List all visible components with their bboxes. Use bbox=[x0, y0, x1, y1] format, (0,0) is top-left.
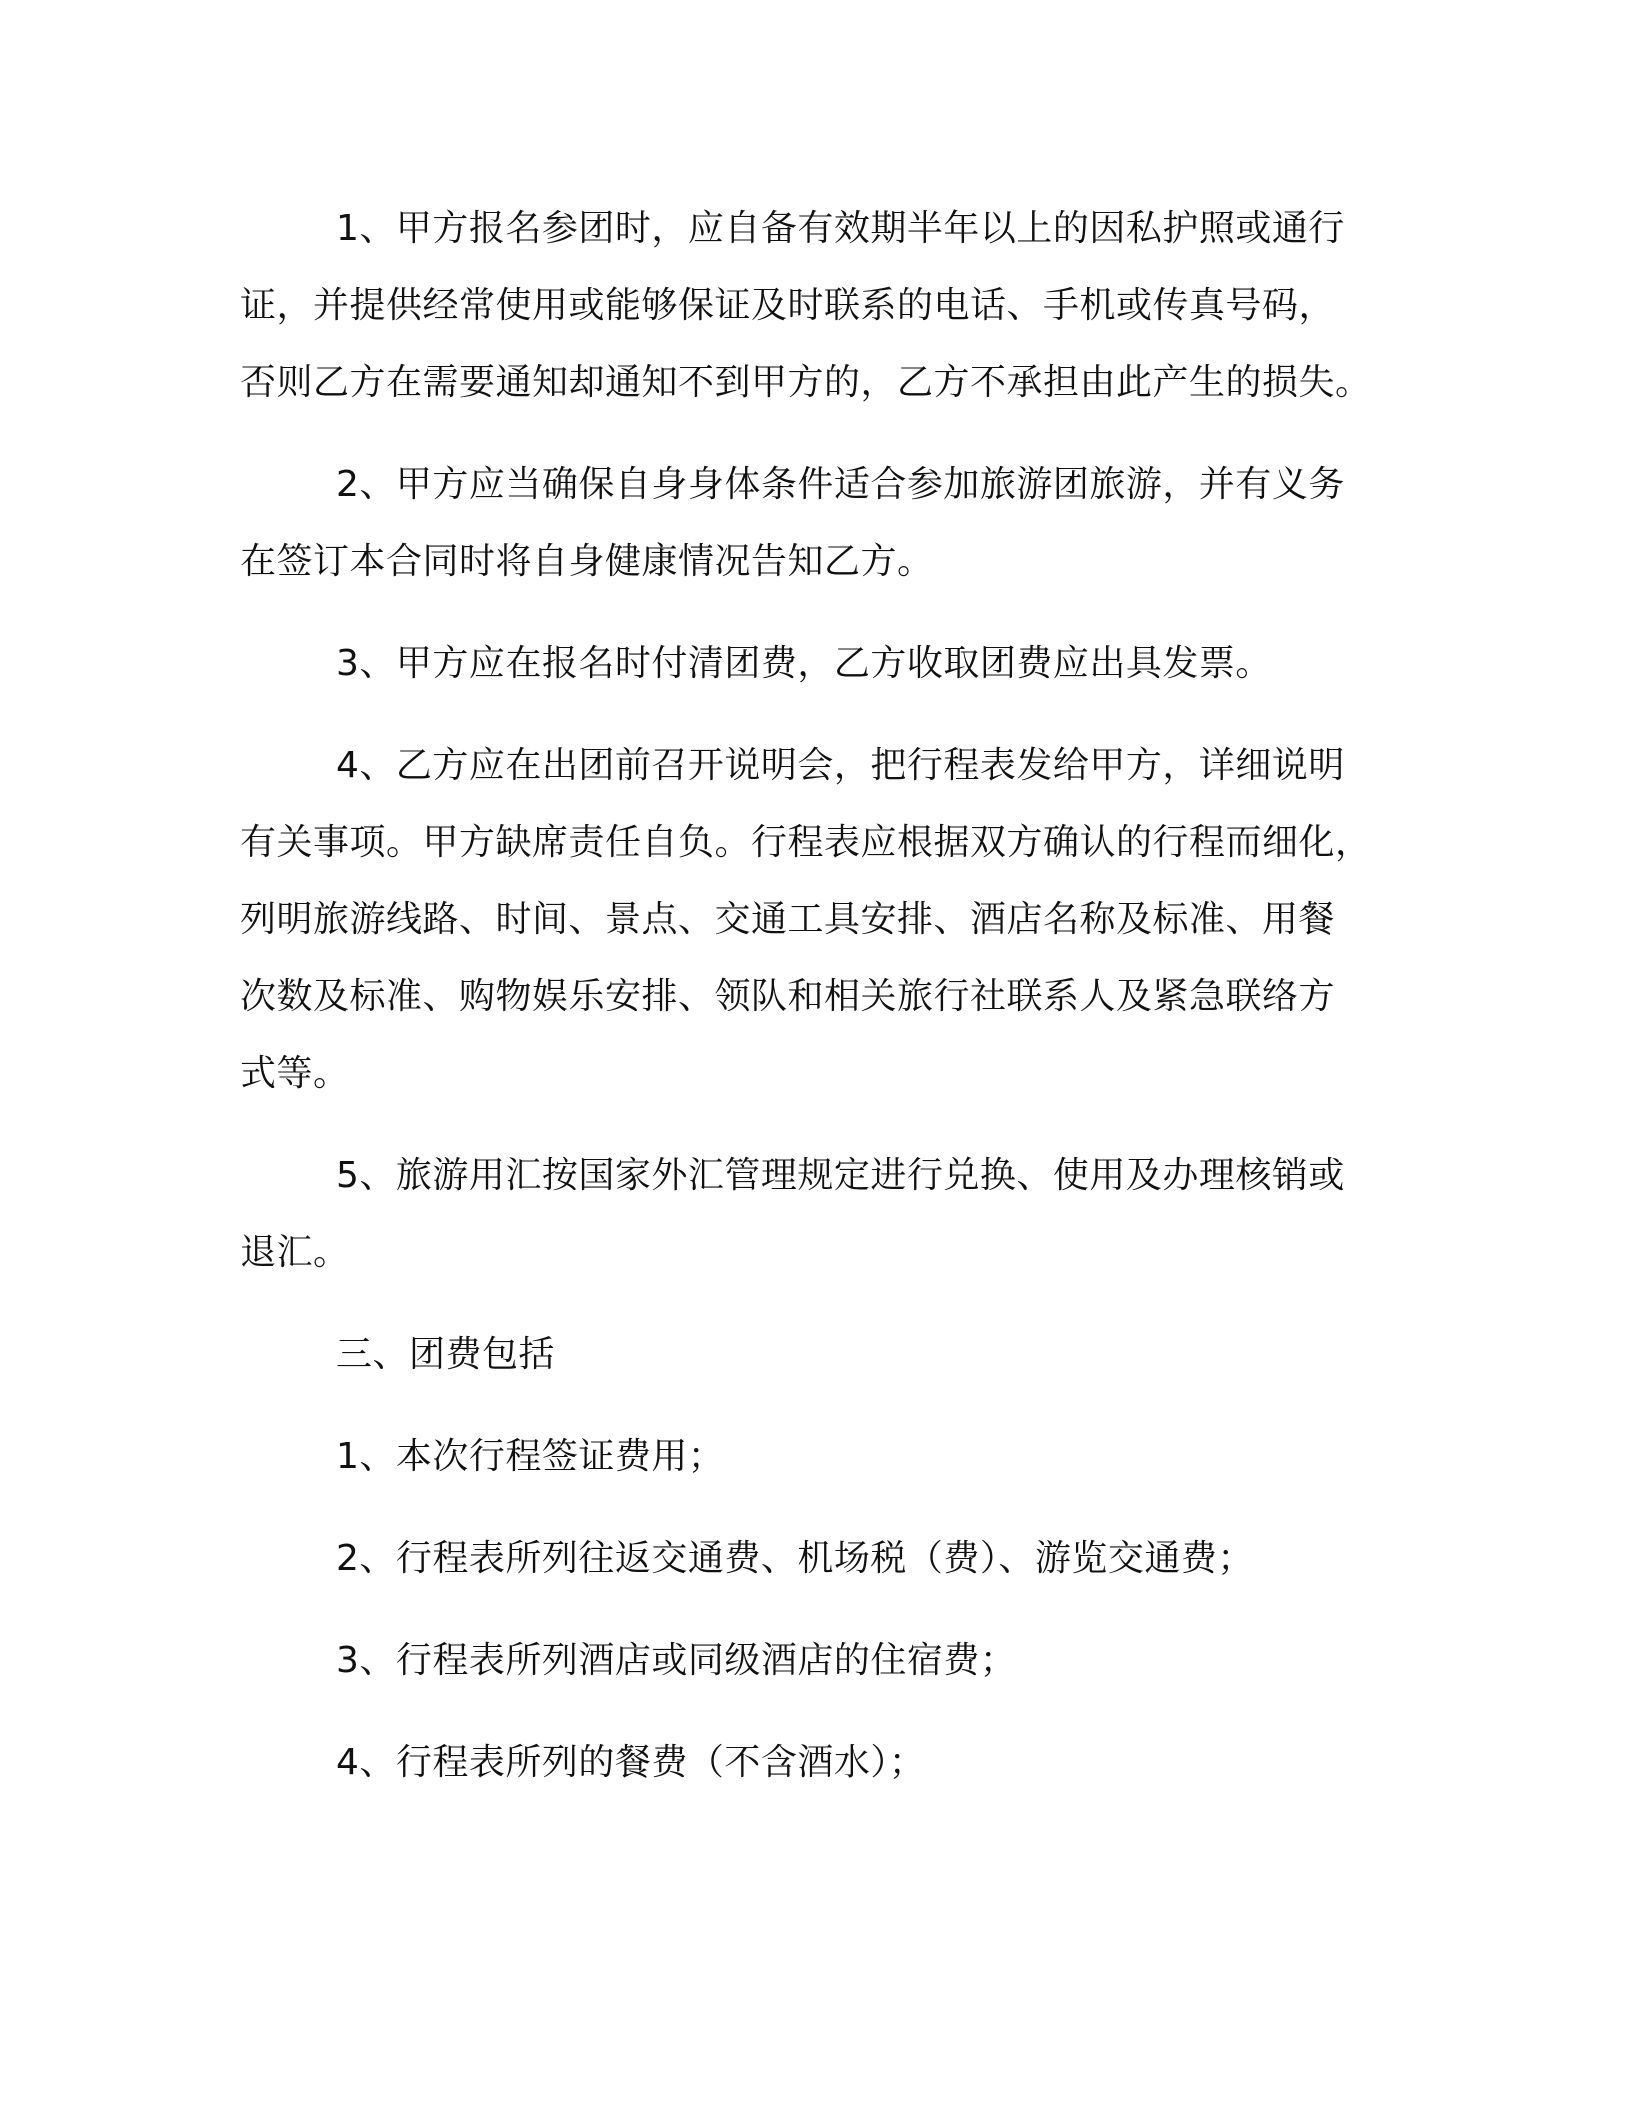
fee-item-4-text: 4、行程表所列的餐费（不含酒水）； bbox=[336, 1742, 926, 1783]
section-3-heading bbox=[240, 1316, 1380, 1393]
clause-4-paragraph bbox=[240, 727, 1380, 1112]
paragraph-gap bbox=[240, 600, 1380, 625]
paragraph-gap bbox=[240, 1393, 1380, 1418]
clause-2-line-1: 2、甲方应当确保自身身体条件适合参加旅游团旅游，并有义务 bbox=[336, 464, 1345, 505]
fee-item-1-text: 1、本次行程签证费用； bbox=[336, 1436, 725, 1477]
clause-1-paragraph bbox=[240, 190, 1380, 421]
clause-3-paragraph bbox=[240, 625, 1380, 702]
clause-4-line-1: 4、乙方应在出团前召开说明会，把行程表发给甲方，详细说明 bbox=[336, 745, 1345, 786]
paragraph-gap bbox=[240, 1291, 1380, 1316]
fee-item-3-text: 3、行程表所列酒店或同级酒店的住宿费； bbox=[336, 1640, 1017, 1681]
clause-3-line-1: 3、甲方应在报名时付清团费，乙方收取团费应出具发票。 bbox=[336, 643, 1272, 684]
section-3-heading-text: 三、团费包括 bbox=[336, 1334, 556, 1375]
paragraph-gap bbox=[240, 1495, 1380, 1520]
clause-2-paragraph bbox=[240, 446, 1380, 600]
fee-item-4 bbox=[240, 1724, 1380, 1801]
clause-1-line-1: 1、甲方报名参团时，应自备有效期半年以上的因私护照或通行 bbox=[336, 208, 1345, 249]
fee-item-2-text: 2、行程表所列往返交通费、机场税（费）、游览交通费； bbox=[336, 1538, 1254, 1579]
clause-5-line-2: 退汇。 bbox=[240, 1232, 350, 1273]
clause-4-line-5: 式等。 bbox=[240, 1053, 350, 1094]
clause-1-line-3: 否则乙方在需要通知却通知不到甲方的，乙方不承担由此产生的损失。 bbox=[240, 362, 1372, 403]
clause-4-line-2: 有关事项。甲方缺席责任自负。行程表应根据双方确认的行程而细化， bbox=[240, 822, 1372, 863]
fee-item-2 bbox=[240, 1520, 1380, 1597]
paragraph-gap bbox=[240, 702, 1380, 727]
clause-2-line-2: 在签订本合同时将自身健康情况告知乙方。 bbox=[240, 541, 934, 582]
clause-5-paragraph bbox=[240, 1137, 1380, 1291]
clause-4-line-4: 次数及标准、购物娱乐安排、领队和相关旅行社联系人及紧急联络方 bbox=[240, 976, 1336, 1017]
clause-4-line-3: 列明旅游线路、时间、景点、交通工具安排、酒店名称及标准、用餐 bbox=[240, 899, 1336, 940]
clause-5-line-1: 5、旅游用汇按国家外汇管理规定进行兑换、使用及办理核销或 bbox=[336, 1155, 1345, 1196]
paragraph-gap bbox=[240, 1112, 1380, 1137]
paragraph-gap bbox=[240, 1699, 1380, 1724]
clause-1-line-2: 证，并提供经常使用或能够保证及时联系的电话、手机或传真号码， bbox=[240, 285, 1336, 326]
paragraph-gap bbox=[240, 1597, 1380, 1622]
fee-item-1 bbox=[240, 1418, 1380, 1495]
document-body bbox=[240, 190, 1380, 1801]
paragraph-gap bbox=[240, 421, 1380, 446]
fee-item-3 bbox=[240, 1622, 1380, 1699]
